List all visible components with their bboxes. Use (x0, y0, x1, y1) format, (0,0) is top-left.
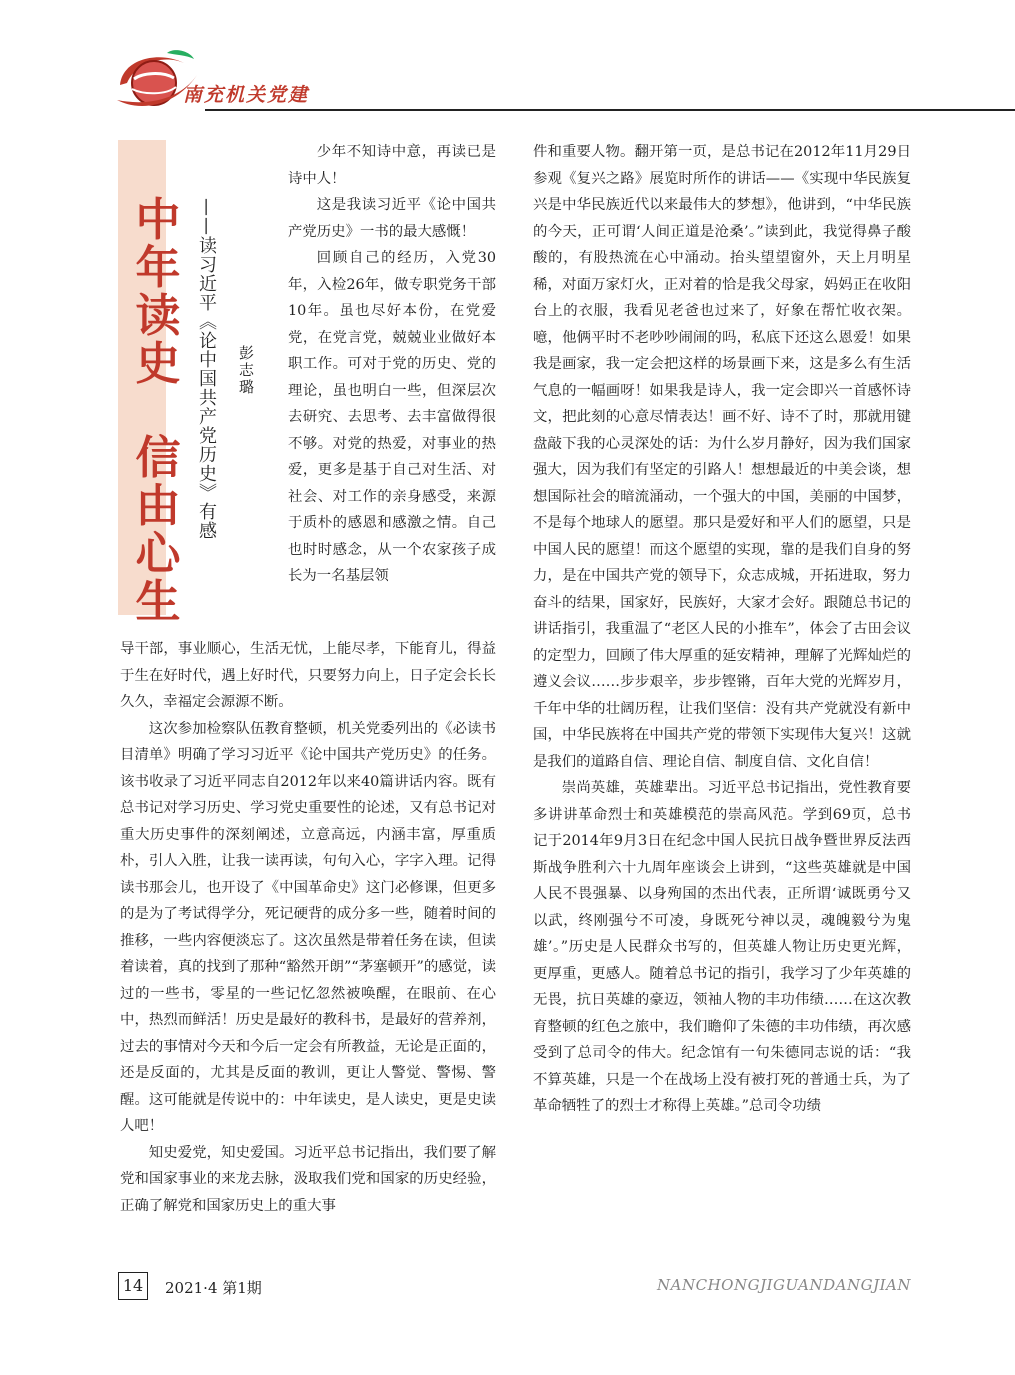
paragraph: 少年不知诗中意，再读已是诗中人！ (288, 144, 496, 187)
article-title (133, 193, 183, 628)
paragraph: 这是我读习近平《论中国共产党历史》一书的最大感慨！ (288, 197, 496, 240)
paragraph: 这次参加检察队伍教育整顿，机关党委列出的《必读书目清单》明确了学习习近平《论中国共产党历史》的任务。该书收录了习近平同志自2012年以来40篇讲话内容。既有总书记对学习历史、学习党史重要性的论述，又有总书记对重大历史事件的深刻阐述，立意高远，内涵丰富，厚重质朴，引人入胜，让我一读再读，句句入心，字字入理。记得读书那会儿，也开设了《中国革命史》这门必修课，但更多的是为了考试得学分，死记硬背的成分多一些，随着时间的推移，一些内容便淡忘了。这次虽然是带着任务在读，但读着读着，真的找到了那种“豁然开朗”“茅塞顿开”的感觉，读过的一些书，零星的一些记忆忽然被唤醒，在眼前、在心中，热烈而鲜活！历史是最好的教科书，是最好的营养剂，过去的事情对今天和今后一定会有所教益，无论是正面的，还是反面的，尤其是反面的教训，更让人警觉、警惕、警醒。这可能就是传说中的：中年读史，是人读史，更是史读人吧！ (120, 720, 496, 1134)
title-line-1: 中 年 读 史 (135, 193, 181, 390)
issue-label: 2021·4 第1期 (165, 1279, 262, 1297)
paragraph: 回顾自己的经历，入党30年，入检26年，做专职党务干部10年。虽也尽好本份，在党爱党，在党言党，兢兢业业做好本职工作。可对于党的历史、党的理论，虽也明白一些，但深层次去研究、去思考、去丰富做得很不够。对党的热爱，对事业的热爱，更多是基于自己对生活、对社会、对工作的亲身感受，来源于质朴的感恩和感激之情。自己也时时感念，从一个农家孩子成长为一名基层领 (288, 250, 496, 584)
paragraph: 崇尚英雄，英雄辈出。习近平总书记指出，党性教育要多讲讲革命烈士和英雄模范的崇高风范。学到69页，总书记于2014年9月3日在纪念中国人民抗日战争暨世界反法西斯战争胜利六十九周年座谈会上讲到，“这些英雄就是中国人民不畏强暴、以身殉国的杰出代表，正所谓‘诚既勇兮又以武，终刚强兮不可凌，身既死兮神以灵，魂魄毅兮为鬼雄’。”历史是人民群众书写的，但英雄人物让历史更光辉，更厚重，更感人。随着总书记的指引，我学习了少年英雄的无畏，抗日英雄的豪迈，领袖人物的丰功伟绩……在这次教育整顿的红色之旅中，我们瞻仰了朱德的丰功伟绩，再次感受到了总司令的伟大。纪念馆有一句朱德同志说的话：“我不算英雄，只是一个在战场上没有被打死的普通士兵，为了革命牺牲了的烈士才称得上英雄。”总司令功绩 (533, 780, 911, 1114)
article-author: 彭志璐 (237, 345, 255, 396)
magazine-name: NANCHONGJIGUANDANGJIAN (657, 1276, 911, 1294)
paragraph: 件和重要人物。翻开第一页，是总书记在2012年11月29日参观《复兴之路》展览时所作的讲话——《实现中华民族复兴是中华民族近代以来最伟大的梦想》，他讲到，“中华民族的今天，正可谓‘人间正道是沧桑’。”读到此，我觉得鼻子酸酸的，有股热流在心中涌动。抬头望望窗外，天上月明星稀，对面万家灯火，正对着的恰是我父母家，妈妈正在收阳台上的衣服，我看见老爸也过来了，好象在帮忙收衣架。噫，他俩平时不老吵吵闹闹的吗，私底下还这么恩爱！如果我是画家，我一定会把这样的场景画下来，这是多么有生活气息的一幅画呀！如果我是诗人，我一定会即兴一首感怀诗文，把此刻的心意尽情表达！画不好、诗不了时，那就用键盘敲下我的心灵深处的话：为什么岁月静好，因为我们国家强大，因为我们有坚定的引路人！想想最近的中美会谈，想想国际社会的暗流涌动，一个强大的中国，美丽的中国梦，不是每个地球人的愿望。那只是爱好和平人们的愿望，只是中国人民的愿望！而这个愿望的实现，靠的是我们自身的努力，是在中国共产党的领导下，众志成城，开拓进取，努力奋斗的结果，国家好，民族好，大家才会好。跟随总书记的讲话指引，我重温了“老区人民的小推车”，体会了古田会议的定型力，回顾了伟大厚重的延安精神，理解了光辉灿烂的遵义会议……步步艰辛，步步铿锵，百年大党的光辉岁月，千年中华的壮阔历程，让我们坚信：没有共产党就没有新中国，中华民族将在中国共产党的带领下实现伟大复兴！这就是我们的道路自信、理论自信、制度自信、文化自信！ (533, 144, 911, 770)
article-subtitle: ——读习近平《论中国共产党历史》有感 (196, 198, 217, 540)
header-rule (205, 109, 1015, 111)
brand-title: 南充机关党建 (183, 84, 310, 106)
column-1-bottom (120, 636, 496, 1219)
paragraph: 知史爱党，知史爱国。习近平总书记指出，我们要了解党和国家事业的来龙去脉，汲取我们党和国家的历史经验，正确了解党和国家历史上的重大事 (120, 1144, 496, 1214)
title-line-2: 信 由 心 生 (135, 431, 181, 628)
page-number: 14 (118, 1272, 148, 1300)
column-2 (533, 139, 911, 1120)
paragraph: 导干部，事业顺心，生活无忧，上能尽孝，下能育儿，得益于生在好时代，遇上好时代，只要努力向上，日子定会长长久久，幸福定会源源不断。 (120, 641, 496, 710)
column-1-top (288, 139, 496, 590)
